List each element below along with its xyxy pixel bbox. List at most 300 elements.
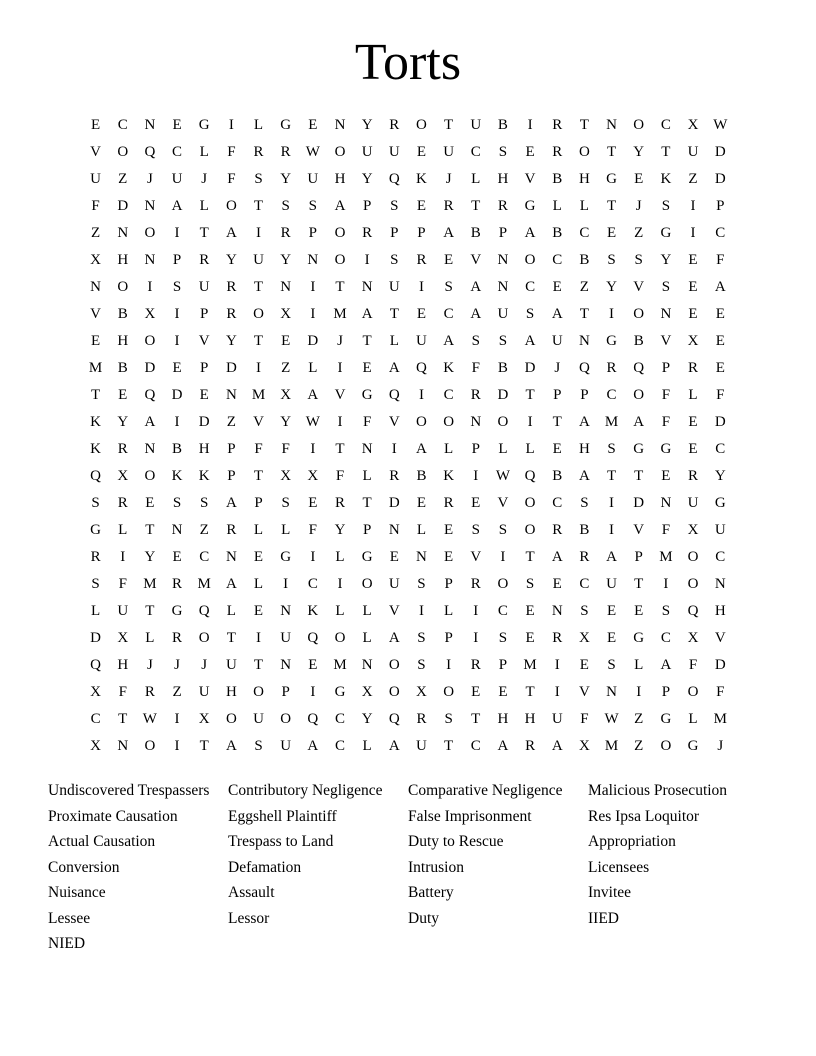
grid-letter: N	[497, 279, 509, 295]
grid-letter: U	[388, 576, 400, 592]
grid-letter: R	[552, 522, 563, 538]
grid-letter: Z	[579, 279, 589, 295]
grid-letter: G	[687, 738, 699, 754]
grid-letter: V	[388, 603, 400, 619]
grid-letter: K	[90, 441, 101, 457]
grid-letter: L	[253, 576, 264, 592]
grid-letter: E	[525, 603, 535, 619]
grid-letter: P	[390, 225, 399, 241]
grid-letter: T	[335, 441, 345, 457]
grid-letter: O	[388, 657, 400, 673]
grid-letter: C	[334, 738, 345, 754]
word-list-item: Comparative Negligence	[408, 782, 563, 799]
grid-letter: B	[497, 360, 508, 376]
grid-letter: O	[416, 117, 427, 133]
grid-letter: N	[225, 549, 237, 565]
grid-letter: Y	[280, 171, 292, 187]
grid-letter: E	[416, 144, 427, 160]
grid-letter: I	[337, 360, 343, 376]
grid-letter: P	[417, 225, 426, 241]
grid-letter: C	[579, 576, 590, 592]
grid-letter: N	[144, 252, 156, 268]
grid-letter: P	[716, 198, 725, 214]
grid-letter: V	[470, 252, 482, 268]
grid-letter: A	[225, 225, 237, 241]
grid-letter: N	[361, 441, 373, 457]
grid-letter: V	[198, 333, 210, 349]
grid-letter: H	[117, 252, 129, 268]
grid-letter: E	[688, 306, 698, 322]
grid-letter: E	[253, 549, 264, 565]
grid-letter: M	[713, 711, 727, 727]
grid-letter: T	[471, 198, 481, 214]
grid-letter: R	[579, 549, 590, 565]
grid-letter: U	[388, 279, 400, 295]
grid-letter: F	[91, 198, 100, 214]
grid-letter: B	[117, 306, 128, 322]
grid-letter: S	[661, 279, 671, 295]
grid-letter: Q	[307, 711, 319, 727]
grid-letter: N	[660, 495, 672, 511]
grid-letter: R	[416, 252, 427, 268]
grid-letter: T	[525, 387, 535, 403]
grid-letter: T	[199, 738, 209, 754]
grid-letter: X	[687, 117, 699, 133]
grid-letter: P	[200, 306, 209, 322]
grid-letter: O	[225, 711, 237, 727]
grid-letter: R	[389, 117, 400, 133]
grid-letter: E	[90, 333, 101, 349]
grid-letter: E	[118, 387, 128, 403]
grid-letter: P	[580, 387, 589, 403]
grid-letter: G	[198, 117, 210, 133]
grid-letter: S	[254, 171, 263, 187]
grid-letter: T	[253, 468, 264, 484]
grid-letter: B	[579, 522, 590, 538]
grid-letter: T	[606, 144, 617, 160]
grid-letter: Z	[118, 171, 128, 187]
grid-letter: I	[500, 549, 506, 565]
grid-letter: L	[579, 198, 589, 214]
grid-letter: G	[361, 549, 373, 565]
grid-letter: W	[305, 144, 320, 160]
grid-letter: X	[687, 630, 699, 646]
grid-letter: S	[281, 495, 290, 511]
grid-letter: K	[660, 171, 672, 187]
grid-letter: F	[254, 441, 263, 457]
grid-letter: S	[91, 495, 100, 511]
grid-letter: R	[226, 306, 237, 322]
grid-letter: N	[144, 441, 156, 457]
grid-letter: A	[225, 738, 237, 754]
grid-letter: Y	[633, 144, 645, 160]
grid-letter: L	[90, 603, 101, 619]
grid-letter: U	[687, 495, 699, 511]
grid-letter: D	[714, 414, 726, 430]
grid-letter: E	[688, 279, 698, 295]
grid-letter: L	[118, 522, 128, 538]
grid-letter: Q	[198, 603, 210, 619]
grid-letter: G	[633, 441, 645, 457]
grid-letter: R	[470, 576, 481, 592]
word-list-item: IIED	[588, 909, 619, 927]
grid-letter: D	[198, 414, 210, 430]
grid-letter: X	[90, 738, 101, 754]
grid-letter: O	[117, 144, 129, 160]
grid-letter: L	[416, 522, 427, 538]
grid-letter: A	[443, 225, 455, 241]
word-list-item: NIED	[48, 935, 86, 952]
grid-letter: L	[498, 441, 508, 457]
grid-letter: O	[334, 144, 346, 160]
grid-row	[82, 571, 734, 598]
grid-letter: F	[227, 144, 236, 160]
grid-letter: R	[226, 522, 237, 538]
grid-letter: M	[523, 657, 537, 673]
grid-letter: U	[714, 522, 726, 538]
grid-letter: E	[552, 576, 562, 592]
grid-letter: X	[687, 522, 699, 538]
grid-letter: T	[362, 333, 372, 349]
grid-letter: O	[443, 684, 455, 700]
grid-letter: U	[606, 576, 617, 592]
grid-letter: O	[334, 252, 346, 268]
word-list-item: Defamation	[228, 858, 302, 876]
grid-letter: I	[391, 441, 397, 457]
grid-letter: C	[307, 576, 318, 592]
word-list-item: Contributory Negligence	[228, 782, 383, 799]
grid-letter: I	[473, 468, 479, 484]
grid-letter: Z	[172, 684, 182, 700]
grid-letter: Q	[524, 468, 536, 484]
grid-letter: E	[444, 252, 454, 268]
grid-letter: G	[334, 684, 346, 700]
grid-letter: D	[388, 495, 400, 511]
grid-letter: D	[714, 657, 726, 673]
grid-letter: Y	[714, 468, 726, 484]
grid-letter: S	[498, 144, 508, 160]
grid-letter: L	[253, 522, 264, 538]
grid-letter: A	[660, 657, 672, 673]
grid-letter: L	[688, 711, 698, 727]
grid-letter: E	[525, 630, 535, 646]
grid-letter: S	[580, 495, 589, 511]
grid-letter: R	[389, 468, 400, 484]
grid-letter: R	[117, 495, 128, 511]
grid-letter: P	[553, 387, 562, 403]
grid-letter: E	[634, 603, 644, 619]
grid-letter: C	[443, 306, 454, 322]
grid-letter: C	[334, 711, 345, 727]
grid-letter: L	[253, 117, 264, 133]
grid-letter: O	[633, 117, 645, 133]
grid-letter: O	[687, 576, 699, 592]
grid-letter: S	[308, 198, 317, 214]
grid-letter: B	[579, 252, 590, 268]
grid-letter: Q	[144, 387, 156, 403]
grid-letter: A	[334, 198, 346, 214]
grid-letter: C	[579, 225, 590, 241]
grid-letter: A	[144, 414, 156, 430]
grid-letter: T	[606, 198, 617, 214]
grid-letter: I	[310, 549, 316, 565]
grid-letter: D	[307, 333, 319, 349]
grid-row	[82, 382, 734, 409]
grid-letter: F	[661, 414, 671, 430]
grid-letter: L	[525, 441, 535, 457]
grid-letter: T	[253, 198, 264, 214]
grid-letter: S	[444, 279, 453, 295]
grid-letter: T	[579, 117, 589, 133]
grid-letter: V	[633, 522, 645, 538]
grid-letter: R	[416, 711, 427, 727]
grid-letter: A	[578, 414, 590, 430]
grid-letter: T	[145, 603, 155, 619]
grid-letter: I	[120, 549, 126, 565]
grid-letter: Q	[633, 360, 645, 376]
grid-letter: L	[362, 630, 372, 646]
grid-letter: I	[364, 252, 370, 268]
grid-letter: C	[470, 738, 481, 754]
grid-letter: F	[688, 657, 698, 673]
grid-letter: I	[690, 198, 696, 214]
grid-row	[82, 166, 734, 193]
grid-letter: G	[524, 198, 536, 214]
grid-letter: S	[417, 630, 426, 646]
grid-row	[82, 544, 734, 571]
grid-letter: Q	[388, 711, 400, 727]
grid-letter: N	[280, 279, 292, 295]
grid-letter: P	[362, 522, 372, 538]
grid-letter: J	[635, 198, 642, 214]
grid-letter: R	[470, 387, 481, 403]
grid-letter: H	[578, 441, 590, 457]
word-list-item: Lessor	[228, 909, 270, 927]
grid-letter: U	[90, 171, 101, 187]
grid-letter: O	[334, 630, 346, 646]
grid-letter: Q	[307, 630, 319, 646]
grid-letter: E	[308, 495, 318, 511]
grid-letter: U	[416, 333, 427, 349]
grid-letter: T	[253, 279, 264, 295]
grid-letter: P	[444, 576, 453, 592]
grid-letter: T	[579, 306, 589, 322]
word-search-grid	[82, 112, 734, 760]
grid-letter: S	[498, 333, 508, 349]
grid-letter: Y	[660, 252, 672, 268]
grid-letter: M	[659, 549, 673, 565]
grid-letter: D	[497, 387, 509, 403]
grid-letter: F	[281, 441, 290, 457]
grid-letter: G	[606, 171, 617, 187]
grid-letter: A	[578, 468, 590, 484]
grid-letter: Y	[334, 522, 346, 538]
grid-letter: O	[280, 711, 292, 727]
grid-letter: A	[171, 198, 183, 214]
grid-letter: I	[690, 225, 696, 241]
grid-letter: D	[90, 630, 101, 646]
grid-letter: G	[633, 630, 645, 646]
grid-letter: L	[335, 603, 345, 619]
grid-letter: V	[253, 414, 264, 430]
grid-letter: Z	[281, 360, 291, 376]
grid-letter: A	[524, 333, 536, 349]
grid-letter: L	[362, 738, 372, 754]
word-list-item: Proximate Causation	[48, 807, 178, 825]
grid-letter: A	[551, 549, 563, 565]
grid-letter: G	[606, 333, 617, 349]
grid-letter: I	[609, 495, 615, 511]
grid-letter: D	[714, 144, 726, 160]
grid-letter: R	[552, 630, 563, 646]
grid-letter: P	[200, 360, 209, 376]
grid-letter: E	[172, 360, 182, 376]
grid-letter: T	[634, 468, 644, 484]
word-list-item: Eggshell Plaintiff	[228, 807, 337, 825]
grid-letter: E	[172, 549, 182, 565]
grid-letter: H	[497, 171, 509, 187]
grid-letter: T	[525, 549, 535, 565]
grid-letter: A	[470, 279, 482, 295]
grid-letter: U	[198, 279, 210, 295]
grid-letter: U	[117, 603, 129, 619]
grid-letter: A	[388, 630, 400, 646]
grid-letter: U	[171, 171, 183, 187]
grid-letter: A	[497, 738, 509, 754]
grid-letter: N	[361, 279, 373, 295]
word-list-item: Trespass to Land	[228, 833, 334, 850]
word-list-item: Appropriation	[588, 833, 676, 850]
grid-letter: P	[362, 198, 372, 214]
grid-letter: H	[117, 333, 129, 349]
grid-letter: H	[524, 711, 536, 727]
grid-letter: T	[145, 522, 155, 538]
grid-letter: O	[633, 306, 645, 322]
grid-letter: L	[199, 198, 209, 214]
grid-letter: E	[688, 441, 698, 457]
grid-letter: V	[470, 549, 482, 565]
grid-letter: O	[633, 387, 645, 403]
grid-letter: Z	[634, 711, 644, 727]
grid-letter: O	[524, 522, 536, 538]
word-list-item: Invitee	[588, 884, 632, 901]
grid-letter: S	[498, 630, 508, 646]
grid-letter: E	[661, 468, 671, 484]
grid-letter: V	[660, 333, 672, 349]
grid-letter: D	[524, 360, 536, 376]
grid-letter: N	[117, 738, 129, 754]
grid-letter: X	[578, 738, 590, 754]
grid-letter: Q	[144, 144, 156, 160]
grid-letter: X	[90, 252, 101, 268]
grid-letter: Z	[634, 225, 644, 241]
grid-letter: Y	[606, 279, 617, 295]
grid-letter: D	[633, 495, 645, 511]
grid-row	[82, 463, 734, 490]
grid-letter: C	[172, 144, 183, 160]
word-list-item: Conversion	[48, 858, 120, 876]
grid-letter: O	[144, 738, 156, 754]
grid-letter: E	[172, 117, 182, 133]
grid-letter: A	[388, 360, 400, 376]
grid-letter: B	[633, 333, 644, 349]
grid-letter: E	[389, 549, 399, 565]
grid-letter: I	[310, 306, 316, 322]
grid-letter: G	[660, 225, 672, 241]
grid-letter: U	[253, 711, 264, 727]
grid-letter: L	[362, 603, 372, 619]
grid-letter: M	[333, 657, 347, 673]
grid-letter: J	[174, 657, 180, 673]
grid-letter: I	[174, 333, 180, 349]
grid-letter: U	[280, 738, 292, 754]
grid-letter: Q	[90, 657, 101, 673]
grid-letter: D	[117, 198, 129, 214]
grid-letter: K	[416, 171, 427, 187]
grid-letter: I	[310, 279, 316, 295]
grid-letter: O	[334, 225, 346, 241]
grid-letter: M	[604, 738, 619, 754]
grid-letter: T	[525, 684, 535, 700]
grid-letter: Y	[225, 333, 237, 349]
grid-letter: E	[606, 630, 617, 646]
grid-letter: F	[118, 576, 127, 592]
grid-letter: Q	[388, 387, 400, 403]
grid-letter: U	[416, 738, 427, 754]
grid-letter: Y	[117, 414, 129, 430]
grid-letter: X	[280, 306, 292, 322]
grid-letter: Z	[90, 225, 101, 241]
grid-letter: X	[578, 630, 590, 646]
grid-letter: L	[471, 171, 481, 187]
grid-letter: S	[607, 252, 616, 268]
grid-letter: R	[226, 279, 237, 295]
grid-letter: F	[362, 414, 372, 430]
grid-letter: E	[281, 333, 291, 349]
grid-letter: R	[443, 495, 454, 511]
grid-letter: E	[471, 684, 481, 700]
grid-letter: P	[254, 495, 263, 511]
grid-letter: X	[90, 684, 101, 700]
grid-letter: T	[471, 711, 481, 727]
grid-letter: L	[308, 360, 318, 376]
grid-letter: J	[201, 657, 208, 673]
grid-letter: E	[444, 549, 454, 565]
grid-letter: N	[714, 576, 726, 592]
grid-letter: B	[552, 468, 563, 484]
grid-letter: T	[253, 657, 264, 673]
grid-letter: A	[633, 414, 645, 430]
grid-letter: L	[226, 603, 236, 619]
grid-letter: S	[471, 333, 480, 349]
grid-row	[82, 733, 734, 760]
grid-letter: N	[171, 522, 183, 538]
grid-letter: Y	[361, 171, 373, 187]
grid-letter: I	[609, 522, 615, 538]
grid-letter: O	[497, 414, 509, 430]
grid-letter: J	[554, 360, 561, 376]
grid-letter: C	[715, 441, 726, 457]
grid-letter: G	[660, 441, 672, 457]
grid-letter: N	[606, 117, 617, 133]
grid-letter: D	[225, 360, 237, 376]
grid-letter: I	[228, 117, 234, 133]
grid-letter: C	[525, 279, 536, 295]
grid-letter: B	[552, 171, 563, 187]
grid-letter: D	[171, 387, 183, 403]
word-list-item: Res Ipsa Loquitor	[588, 807, 700, 825]
grid-letter: S	[200, 495, 209, 511]
